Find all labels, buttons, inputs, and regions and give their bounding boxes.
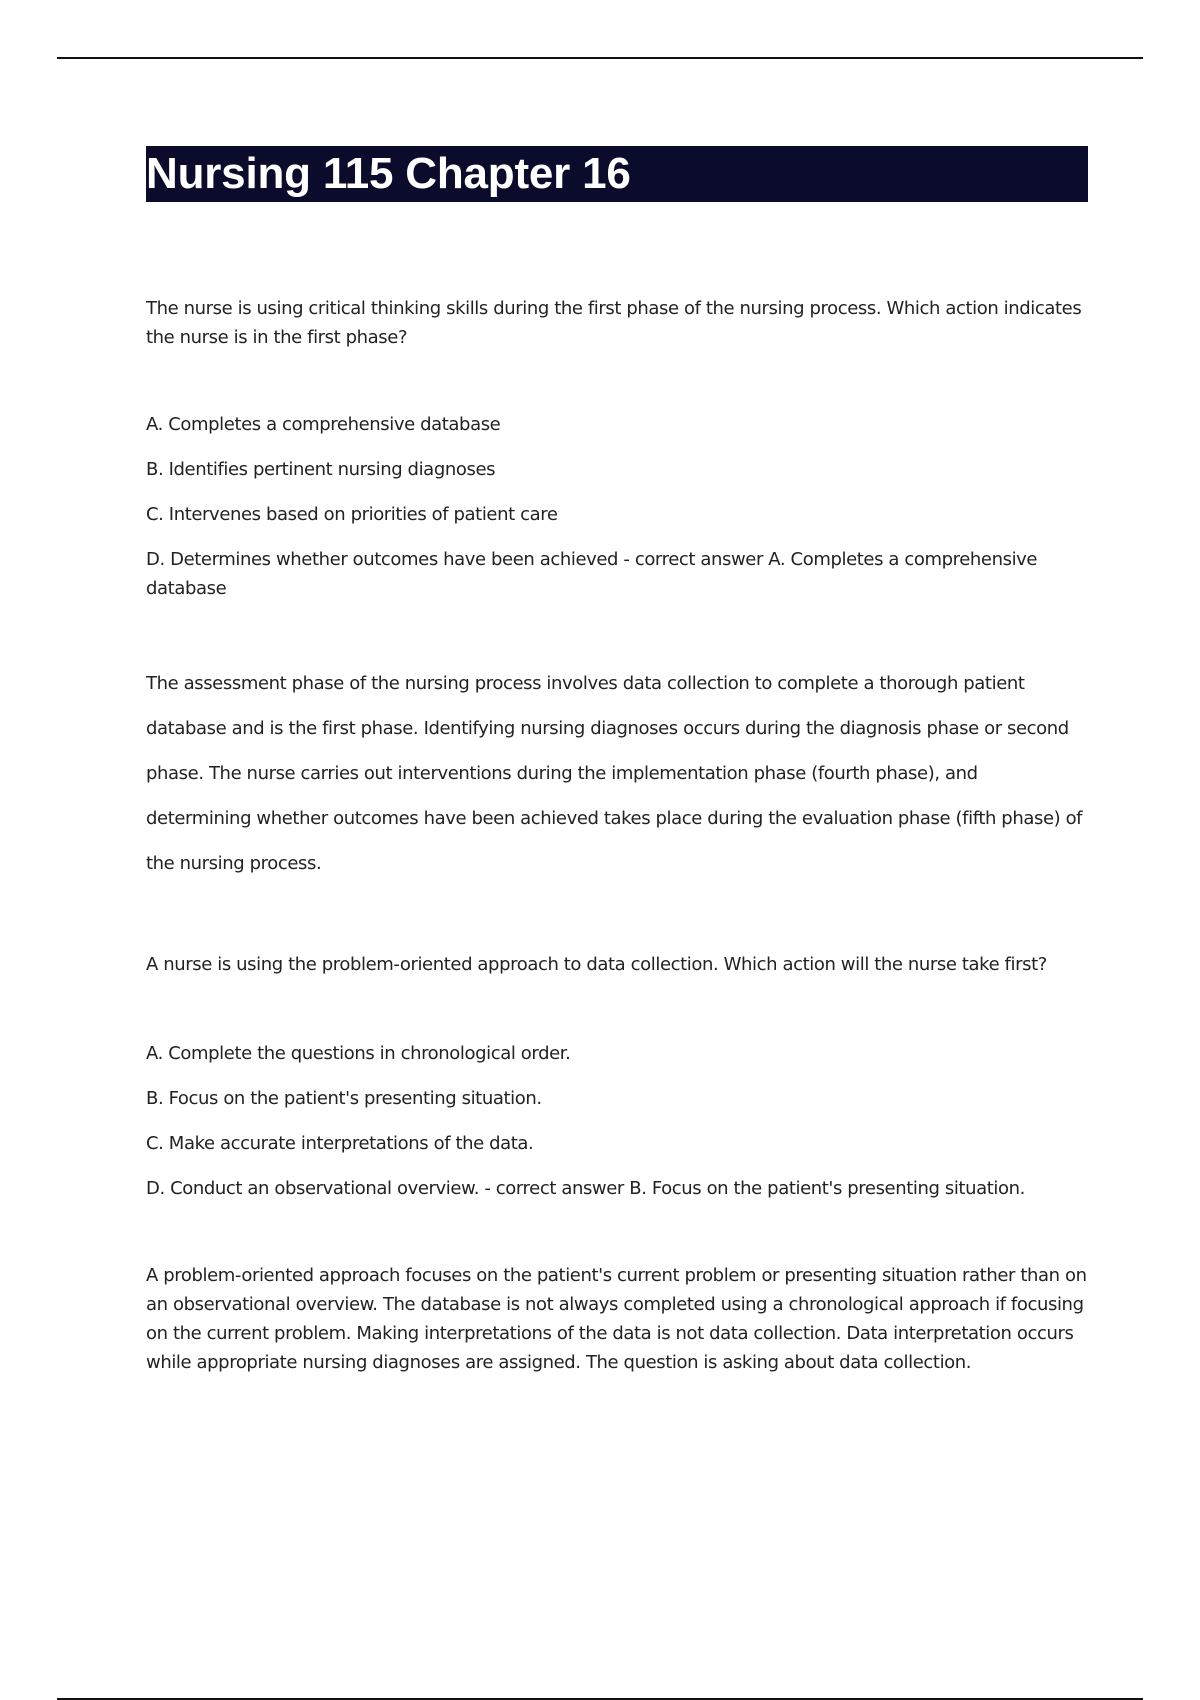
question-2-rationale: A problem-oriented approach focuses on the patient's current problem or presenting situation rather than on an observational overview. The database is not always completed using a chronological approach if focusing on the current problem. Making interpretations of the data is not data collection. Data interpretation occurs while appropriate nursing diagnoses are assigned. The question is asking about data collection.: [146, 1265, 1087, 1373]
question-2-prompt: A nurse is using the problem-oriented approach to data collection. Which action will the nurse take first?: [146, 954, 1047, 975]
document-body: [146, 146, 1088, 1377]
top-rule: [57, 57, 1143, 59]
question-2-option-a: A. Complete the questions in chronological order.: [146, 1043, 571, 1064]
question-2-option-c: C. Make accurate interpretations of the data.: [146, 1133, 534, 1154]
title-banner: [146, 146, 1088, 202]
document-title: Nursing 115 Chapter 16: [146, 149, 631, 198]
question-1-option-d: D. Determines whether outcomes have been achieved - correct answer A. Completes a comprehensive database: [146, 549, 1038, 599]
question-1-option-a: A. Completes a comprehensive database: [146, 414, 501, 435]
question-1-options: [146, 410, 1088, 603]
question-2-options: [146, 1039, 1088, 1203]
question-2-option-d: D. Conduct an observational overview. - correct answer B. Focus on the patient's presenting situation.: [146, 1178, 1025, 1199]
question-1-option-b: B. Identifies pertinent nursing diagnoses: [146, 459, 496, 480]
question-1-option-c: C. Intervenes based on priorities of patient care: [146, 504, 558, 525]
question-2-option-b: B. Focus on the patient's presenting situation.: [146, 1088, 542, 1109]
question-1-rationale: The assessment phase of the nursing process involves data collection to complete a thorough patient database and is the first phase. Identifying nursing diagnoses occurs during the diagnosis phase or second phase. The nurse carries out interventions during the implementation phase (fourth phase), and determining whether outcomes have been achieved takes place during the evaluation phase (fifth phase) of the nursing process.: [146, 673, 1083, 874]
question-1-prompt: The nurse is using critical thinking skills during the first phase of the nursing process. Which action indicates the nurse is in the first phase?: [146, 298, 1082, 348]
